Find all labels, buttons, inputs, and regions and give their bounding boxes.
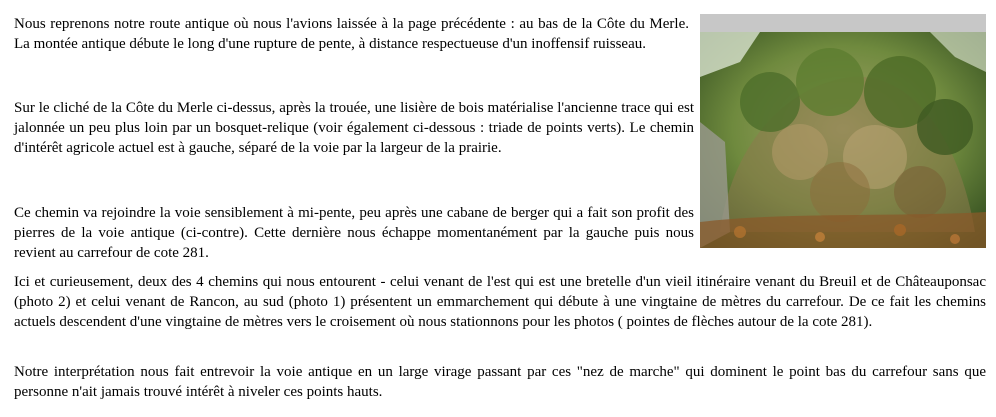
paragraph-carrefour: Ici et curieusement, deux des 4 chemins qui nous entourent - celui venant de l'est qui est une bretelle d'un vieil itinéraire venant du Breuil et de Châteauponsac (photo 2) et celui venant de Rancon, au sud (photo 1) présentent un emmarchement qui débute à une vingtaine de mètres du carrefour. De ce fait les chemins actuels descendent d'une vingtaine de mètres vers le croisement où nous stationnons pour les photos ( pointes de flèches autour de la cote 281). bbox=[14, 274, 986, 330]
shepherd-hut-image bbox=[700, 32, 986, 248]
paragraph-cliche: Sur le cliché de la Côte du Merle ci-dessus, après la trouée, une lisière de bois matérialise l'ancienne trace qui est jalonnée un peu plus loin par un bosquet-relique (voir également ci-dessous : triade de points verts). Le chemin d'intérêt agricole actuel est à gauche, séparé de la voie par la largeur de la prairie. bbox=[14, 100, 694, 156]
paragraph-interpretation: Notre interprétation nous fait entrevoir la voie antique en un large virage passant par ces "nez de marche" qui dominent le point bas du carrefour sans que personne n'ait jamais trouvé intérêt à niveler ces points hauts. bbox=[14, 364, 986, 400]
paragraph-cabane: Ce chemin va rejoindre la voie sensiblement à mi-pente, peu après une cabane de berger qui a fait son profit des pierres de la voie antique (ci-contre). Cette dernière nous échappe momentanément par la gauche puis nous revient au carrefour de cote 281. bbox=[14, 205, 694, 261]
paragraph-intro: Nous reprenons notre route antique où nous l'avions laissée à la page précédente : au bas de la Côte du Merle. La montée antique débute le long d'une rupture de pente, à distance respectueuse d'un inoffensif ruisseau. bbox=[14, 16, 689, 52]
shepherd-hut-photo bbox=[700, 32, 986, 248]
photo-frame bbox=[700, 14, 986, 248]
